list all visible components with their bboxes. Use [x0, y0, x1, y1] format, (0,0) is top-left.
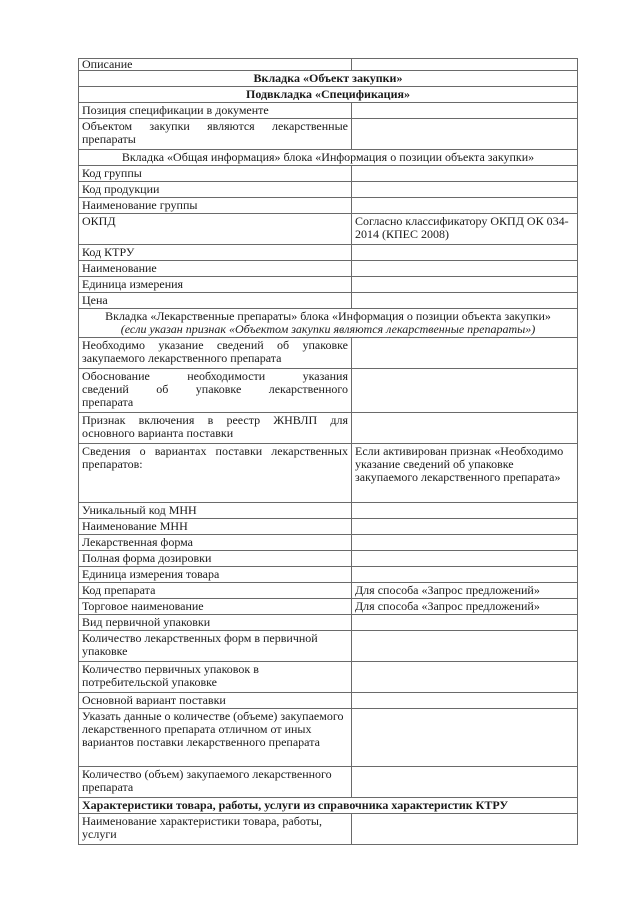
- row-label: [79, 119, 352, 150]
- table-row: [79, 693, 578, 709]
- table-row: [79, 245, 578, 261]
- row-value: [352, 369, 578, 413]
- row-value: [352, 277, 578, 293]
- table-row: [79, 198, 578, 214]
- table-row: [79, 277, 578, 293]
- row-value: [352, 293, 578, 309]
- row-value: [352, 631, 578, 662]
- row-label: Наименование: [79, 261, 352, 277]
- row-value: Согласно классификатору ОКПД ОК 034-2014 (КПЕС 2008): [352, 214, 578, 245]
- row-label: Код КТРУ: [79, 245, 352, 261]
- table-row: [79, 293, 578, 309]
- row-value: Для способа «Запрос предложений»: [352, 599, 578, 615]
- row-label: Указать данные о количестве (объеме) закупаемого лекарственного препарата отличном от иных вариантов поставки лекарственного препарата: [79, 709, 352, 767]
- section-title: [79, 309, 578, 338]
- row-label-line: сведений об упаковке лекарственного: [82, 382, 348, 396]
- row-value: [352, 693, 578, 709]
- table-row: [79, 369, 578, 413]
- table-row: [79, 338, 578, 369]
- table-row: [79, 59, 578, 71]
- section-row: [79, 87, 578, 103]
- row-label: Основной вариант поставки: [79, 693, 352, 709]
- row-label: Вид первичной упаковки: [79, 615, 352, 631]
- section-title: Вкладка «Объект закупки»: [79, 71, 578, 87]
- row-label: Наименование МНН: [79, 519, 352, 535]
- row-label: Полная форма дозировки: [79, 551, 352, 567]
- row-label: Цена: [79, 293, 352, 309]
- row-value: [352, 261, 578, 277]
- row-label: Количество (объем) закупаемого лекарственного препарата: [79, 767, 352, 798]
- row-label-line: препаратов:: [82, 457, 143, 471]
- row-label: Позиция спецификации в документе: [79, 103, 352, 119]
- row-label: Код продукции: [79, 182, 352, 198]
- table-row: [79, 583, 578, 599]
- row-label: [79, 444, 352, 503]
- table-row: [79, 261, 578, 277]
- row-label: ОКПД: [79, 214, 352, 245]
- row-value: [352, 535, 578, 551]
- row-label: Торговое наименование: [79, 599, 352, 615]
- row-value: [352, 519, 578, 535]
- row-label-line: препарата: [82, 395, 134, 409]
- row-label: Количество первичных упаковок в потребительской упаковке: [79, 662, 352, 693]
- table-row: [79, 615, 578, 631]
- row-value: [352, 551, 578, 567]
- table-row: [79, 599, 578, 615]
- table-row: [79, 214, 578, 245]
- row-label: Наименование группы: [79, 198, 352, 214]
- row-value: [352, 103, 578, 119]
- row-label: Единица измерения: [79, 277, 352, 293]
- table-row: [79, 709, 578, 767]
- table-row: [79, 814, 578, 845]
- row-label-line: Признак включения в реестр ЖНВЛП для: [82, 413, 348, 427]
- row-value: [352, 814, 578, 845]
- table-row: [79, 103, 578, 119]
- table-row: [79, 444, 578, 503]
- row-label-line: Сведения о вариантах поставки лекарственных: [82, 444, 348, 458]
- row-label: Описание: [79, 59, 352, 71]
- row-label: Код группы: [79, 166, 352, 182]
- row-value: [352, 119, 578, 150]
- section-row: [79, 150, 578, 166]
- section-title: Подвкладка «Спецификация»: [79, 87, 578, 103]
- row-label-line: Необходимо указание сведений об упаковке: [82, 338, 348, 352]
- section-subtitle: (если указан признак «Объектом закупки являются лекарственные препараты»): [120, 322, 536, 336]
- procurement-spec-table: [78, 58, 578, 845]
- row-value: [352, 503, 578, 519]
- row-label: Единица измерения товара: [79, 567, 352, 583]
- table-row: [79, 551, 578, 567]
- row-label: [79, 369, 352, 413]
- row-label-line: основного варианта поставки: [82, 426, 234, 440]
- row-label-line: Объектом закупки являются лекарственные: [82, 119, 348, 133]
- table-row: [79, 166, 578, 182]
- row-value: [352, 245, 578, 261]
- section-title: Вкладка «Общая информация» блока «Информация о позиции объекта закупки»: [79, 150, 578, 166]
- row-label: Код препарата: [79, 583, 352, 599]
- table-row: [79, 567, 578, 583]
- table-row: [79, 767, 578, 798]
- row-label-line: препараты: [82, 132, 136, 146]
- row-value: [352, 662, 578, 693]
- row-label-line: закупаемого лекарственного препарата: [82, 351, 282, 365]
- row-value: [352, 166, 578, 182]
- row-label: [79, 338, 352, 369]
- row-value: [352, 198, 578, 214]
- row-value: Если активирован признак «Необходимо указание сведений об упаковке закупаемого лекарственного препарата»: [352, 444, 578, 503]
- table-row: [79, 631, 578, 662]
- table-row: [79, 503, 578, 519]
- row-label: Уникальный код МНН: [79, 503, 352, 519]
- row-value: [352, 767, 578, 798]
- row-label: Лекарственная форма: [79, 535, 352, 551]
- table-row: [79, 519, 578, 535]
- section-title: Характеристики товара, работы, услуги из справочника характеристик КТРУ: [79, 798, 578, 814]
- row-value: [352, 615, 578, 631]
- row-value: [352, 709, 578, 767]
- section-title-line: Вкладка «Лекарственные препараты» блока «Информация о позиции объекта закупки»: [105, 309, 551, 323]
- row-label: [79, 413, 352, 444]
- row-label: Наименование характеристики товара, работы, услуги: [79, 814, 352, 845]
- row-value: [352, 182, 578, 198]
- section-row: [79, 71, 578, 87]
- row-value: [352, 413, 578, 444]
- row-value: Для способа «Запрос предложений»: [352, 583, 578, 599]
- table-row: [79, 119, 578, 150]
- table-row: [79, 662, 578, 693]
- table-row: [79, 413, 578, 444]
- row-label: Количество лекарственных форм в первичной упаковке: [79, 631, 352, 662]
- row-value: [352, 567, 578, 583]
- table-row: [79, 182, 578, 198]
- row-label-line: Обоснование необходимости указания: [82, 369, 348, 383]
- row-value: [352, 59, 578, 71]
- table-row: [79, 535, 578, 551]
- row-value: [352, 338, 578, 369]
- section-row: [79, 798, 578, 814]
- section-row: [79, 309, 578, 338]
